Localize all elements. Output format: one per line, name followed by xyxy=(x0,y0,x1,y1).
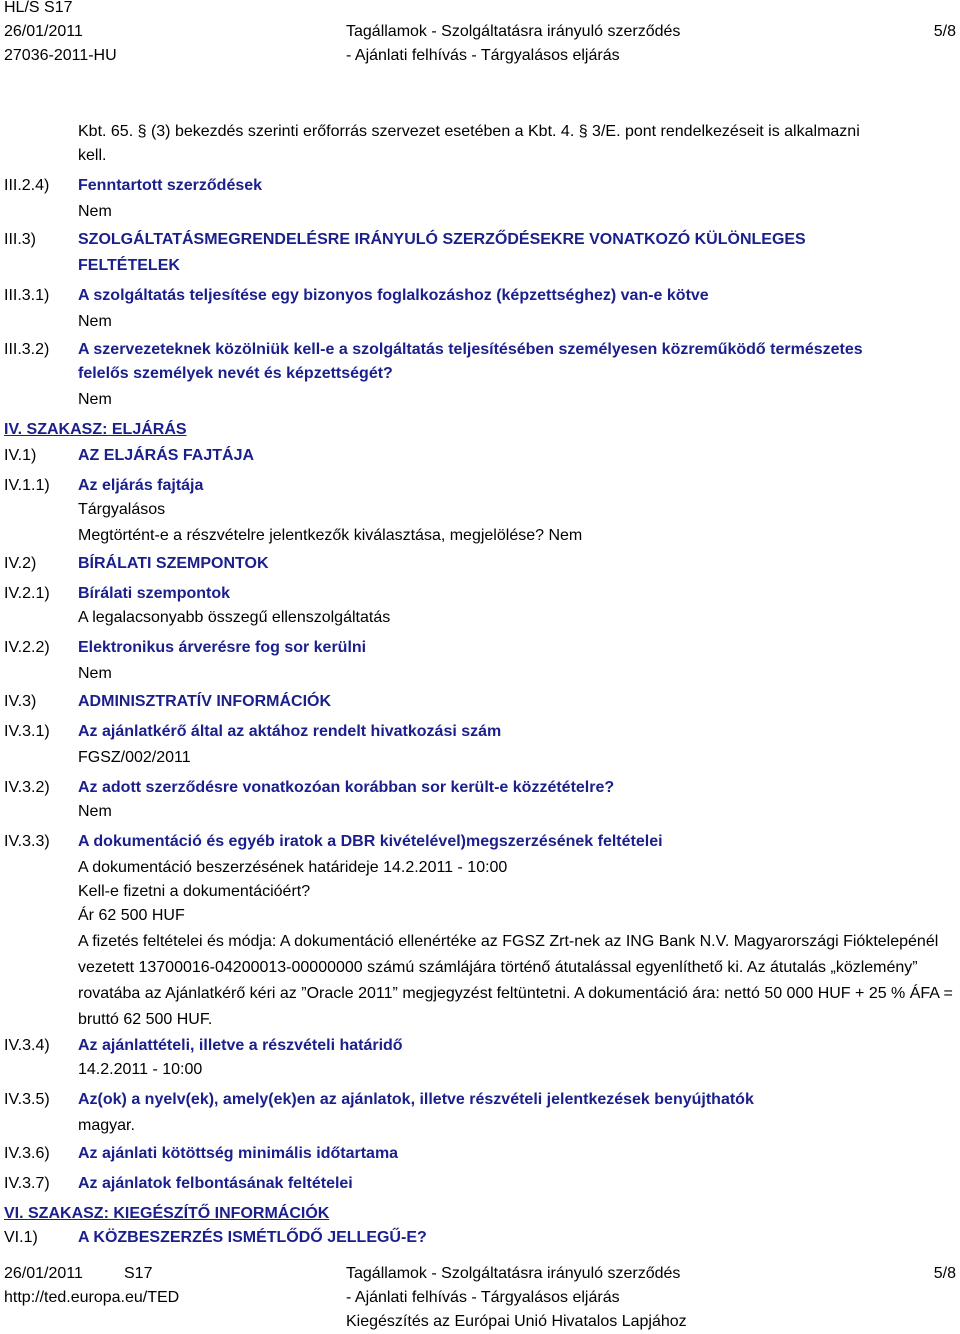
section-number: IV.3.6) xyxy=(4,1145,50,1162)
section-value: FGSZ/002/2011 xyxy=(78,749,191,766)
footer-url[interactable]: http://ted.europa.eu/TED xyxy=(4,1289,180,1306)
payment-terms: A fizetés feltételei és módja: A dokumentáció ellenértéke az FGSZ Zrt-nek az ING Bank N.V. Magyarországi Fióktelepénél vezetett 13700016-04200013-00000000 számú számlájára történő átutalással egyenlíthető ki. Az átutalás „közlemény” rovatába az Ajánlatkérő kéri az ”Oracle 2011” megjegyzést feltüntetni. A dokumentáció ára: nettó 50 000 HUF + 25 % ÁFA = bruttó 62 500 HUF. xyxy=(78,933,953,1028)
section-title-vi: VI. SZAKASZ: KIEGÉSZÍTŐ INFORMÁCIÓK xyxy=(4,1205,330,1222)
section-number: III.3.2) xyxy=(4,341,50,358)
intro-line-1: Kbt. 65. § (3) bekezdés szerinti erőforrás szervezet esetében a Kbt. 4. § 3/E. pont rendelkezéseit is alkalmazni xyxy=(78,123,860,140)
section-number: III.3.1) xyxy=(4,287,50,304)
section-label: Az eljárás fajtája xyxy=(78,477,204,494)
header-title-line2: - Ajánlati felhívás - Tárgyalásos eljárás xyxy=(346,47,620,64)
section-label: A szervezeteknek közölniük kell-e a szolgáltatás teljesítésében személyesen közreműködő természetes xyxy=(78,341,863,358)
section-value: magyar. xyxy=(78,1117,135,1134)
footer-page-number: 5/8 xyxy=(933,1265,956,1282)
footer-title-line2: - Ajánlati felhívás - Tárgyalásos eljárás xyxy=(346,1289,620,1306)
header-doc-id: 27036-2011-HU xyxy=(4,47,117,64)
section-label-line2: felelős személyek nevét és képzettségét? xyxy=(78,365,393,382)
section-number: III.3) xyxy=(4,231,37,248)
footer-title-line1: Tagállamok - Szolgáltatásra irányuló szerződés xyxy=(346,1265,681,1282)
footer-date: 26/01/2011 xyxy=(4,1265,83,1282)
section-value: Tárgyalásos xyxy=(78,501,166,518)
section-number: IV.1) xyxy=(4,447,37,464)
section-number: IV.3.5) xyxy=(4,1091,50,1108)
selection-question xyxy=(78,526,582,546)
section-value: Nem xyxy=(78,313,112,330)
section-number: IV.3.4) xyxy=(4,1037,50,1054)
section-value: Nem xyxy=(78,203,112,220)
question-value: Nem xyxy=(548,527,583,544)
doc-deadline: A dokumentáció beszerzésének határideje 14.2.2011 - 10:00 xyxy=(78,859,508,876)
section-number: VI.1) xyxy=(4,1229,38,1246)
section-value: Nem xyxy=(78,391,112,408)
section-heading-line2: FELTÉTELEK xyxy=(78,257,180,274)
section-label: A dokumentáció és egyéb iratok a DBR kivételével)megszerzésének feltételei xyxy=(78,833,663,850)
intro-line-2: kell. xyxy=(78,147,107,164)
section-value: 14.2.2011 - 10:00 xyxy=(78,1061,203,1078)
section-number: IV.3) xyxy=(4,693,37,710)
section-heading: BÍRÁLATI SZEMPONTOK xyxy=(78,555,269,572)
section-number: IV.2.1) xyxy=(4,585,50,602)
section-number: IV.1.1) xyxy=(4,477,50,494)
section-heading: AZ ELJÁRÁS FAJTÁJA xyxy=(78,447,255,464)
section-label: Az(ok) a nyelv(ek), amely(ek)en az ajánlatok, illetve részvételi jelentkezések benyújthatók xyxy=(78,1091,754,1108)
section-number: IV.3.3) xyxy=(4,833,50,850)
section-value: A legalacsonyabb összegű ellenszolgáltatás xyxy=(78,609,391,626)
section-number: IV.3.7) xyxy=(4,1175,50,1192)
header-date: 26/01/2011 xyxy=(4,23,83,40)
section-number: IV.3.1) xyxy=(4,723,50,740)
section-heading: ADMINISZTRATÍV INFORMÁCIÓK xyxy=(78,693,332,710)
section-label: Az ajánlati kötöttség minimális időtartama xyxy=(78,1145,399,1162)
section-label: Az ajánlatkérő által az aktához rendelt hivatkozási szám xyxy=(78,723,502,740)
section-label: A szolgáltatás teljesítése egy bizonyos foglalkozáshoz (képzettséghez) van-e kötve xyxy=(78,287,709,304)
section-label: Fenntartott szerződések xyxy=(78,177,263,194)
payment-question: Kell-e fizetni a dokumentációért? xyxy=(78,883,311,900)
section-heading: SZOLGÁLTATÁSMEGRENDELÉSRE IRÁNYULÓ SZERZŐDÉSEKRE VONATKOZÓ KÜLÖNLEGES xyxy=(78,231,806,248)
header-journal: HL/S S17 xyxy=(4,0,73,16)
price: Ár 62 500 HUF xyxy=(78,907,185,924)
section-label: Az ajánlattételi, illetve a részvételi határidő xyxy=(78,1037,403,1054)
section-number: III.2.4) xyxy=(4,177,50,194)
header-page-number: 5/8 xyxy=(933,23,956,40)
section-value: Nem xyxy=(78,665,112,682)
section-label: Az ajánlatok felbontásának feltételei xyxy=(78,1175,353,1192)
section-number: IV.2) xyxy=(4,555,37,572)
section-label: Bírálati szempontok xyxy=(78,585,231,602)
section-heading: A KÖZBESZERZÉS ISMÉTLŐDŐ JELLEGŰ-E? xyxy=(78,1229,427,1246)
section-label: Elektronikus árverésre fog sor kerülni xyxy=(78,639,367,656)
section-label: Az adott szerződésre vonatkozóan korábban sor került-e közzétételre? xyxy=(78,779,615,796)
header-title-line1: Tagállamok - Szolgáltatásra irányuló szerződés xyxy=(346,23,681,40)
section-title-iv: IV. SZAKASZ: ELJÁRÁS xyxy=(4,421,187,438)
footer-title-line3: Kiegészítés az Európai Unió Hivatalos Lapjához xyxy=(346,1313,687,1330)
section-value: Nem xyxy=(78,803,112,820)
question-text: Megtörtént-e a részvételre jelentkezők kiválasztása, megjelölése? xyxy=(78,527,545,544)
section-number: IV.2.2) xyxy=(4,639,50,656)
footer-journal: S17 xyxy=(124,1265,153,1282)
section-number: IV.3.2) xyxy=(4,779,50,796)
